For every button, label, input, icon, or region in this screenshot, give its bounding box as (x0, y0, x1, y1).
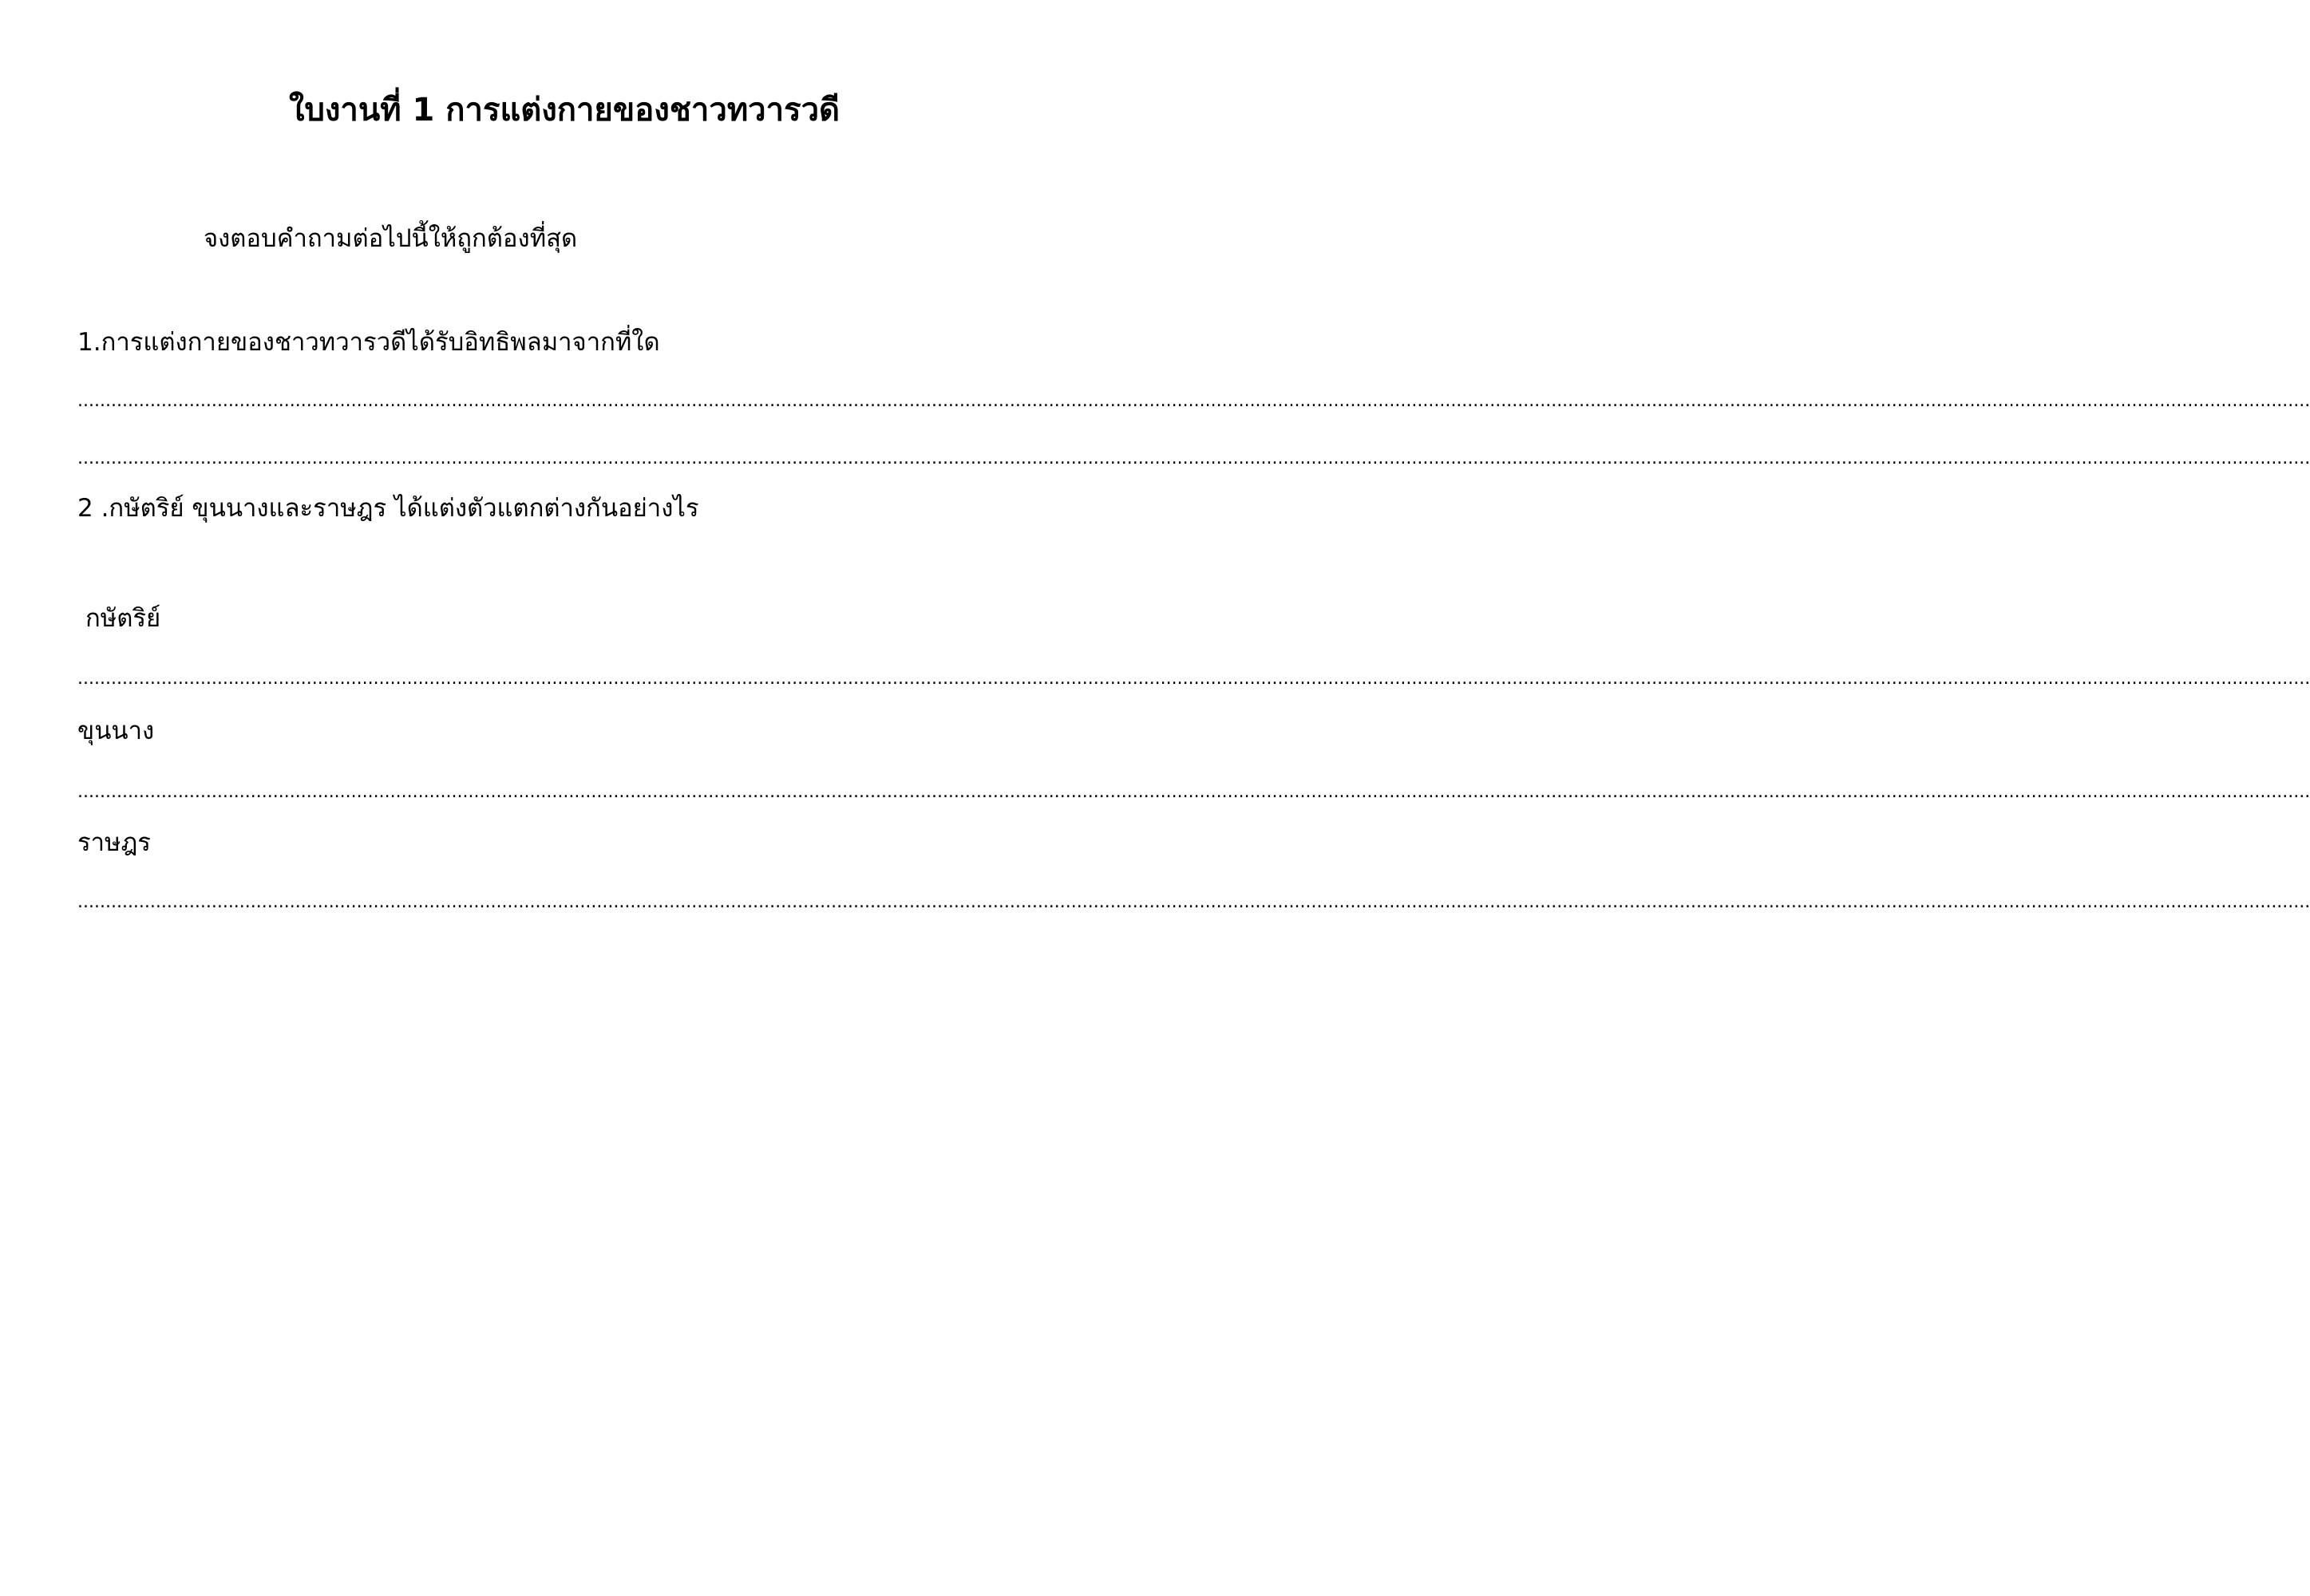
answer-line-1a[interactable]: ................................................................................................................................................................................................................................................................................................................................................................................................................ (77, 391, 2310, 411)
sub-item-commoner-label: ราษฎร (77, 828, 151, 857)
question-2-text: 2 .กษัตริย์ ขุนนางและราษฎร ได้แต่งตัวแตกต่างกันอย่างไร (77, 494, 699, 523)
sub-item-king-label: กษัตริย์ (85, 604, 161, 633)
answer-line-1b[interactable]: ................................................................................................................................................................................................................................................................................................................................................................................................................ (77, 448, 2310, 468)
instruction-text: จงตอบคำถามต่อไปนี้ให้ถูกต้องที่สุด (204, 224, 578, 253)
answer-line-commoner[interactable]: ................................................................................................................................................................................................................................................................................................................................................................................................................ (77, 892, 2310, 912)
sub-item-noble-label: ขุนนาง (77, 717, 155, 745)
question-1-text: 1.การแต่งกายของชาวทวารวดีได้รับอิทธิพลมาจากที่ใด (77, 328, 660, 357)
worksheet-title: ใบงานที่ 1 การแต่งกายของชาวทวารวดี (288, 92, 841, 128)
answer-line-king[interactable]: ................................................................................................................................................................................................................................................................................................................................................................................................................ (77, 669, 2310, 689)
answer-line-noble[interactable]: ................................................................................................................................................................................................................................................................................................................................................................................................................ (77, 782, 2310, 802)
